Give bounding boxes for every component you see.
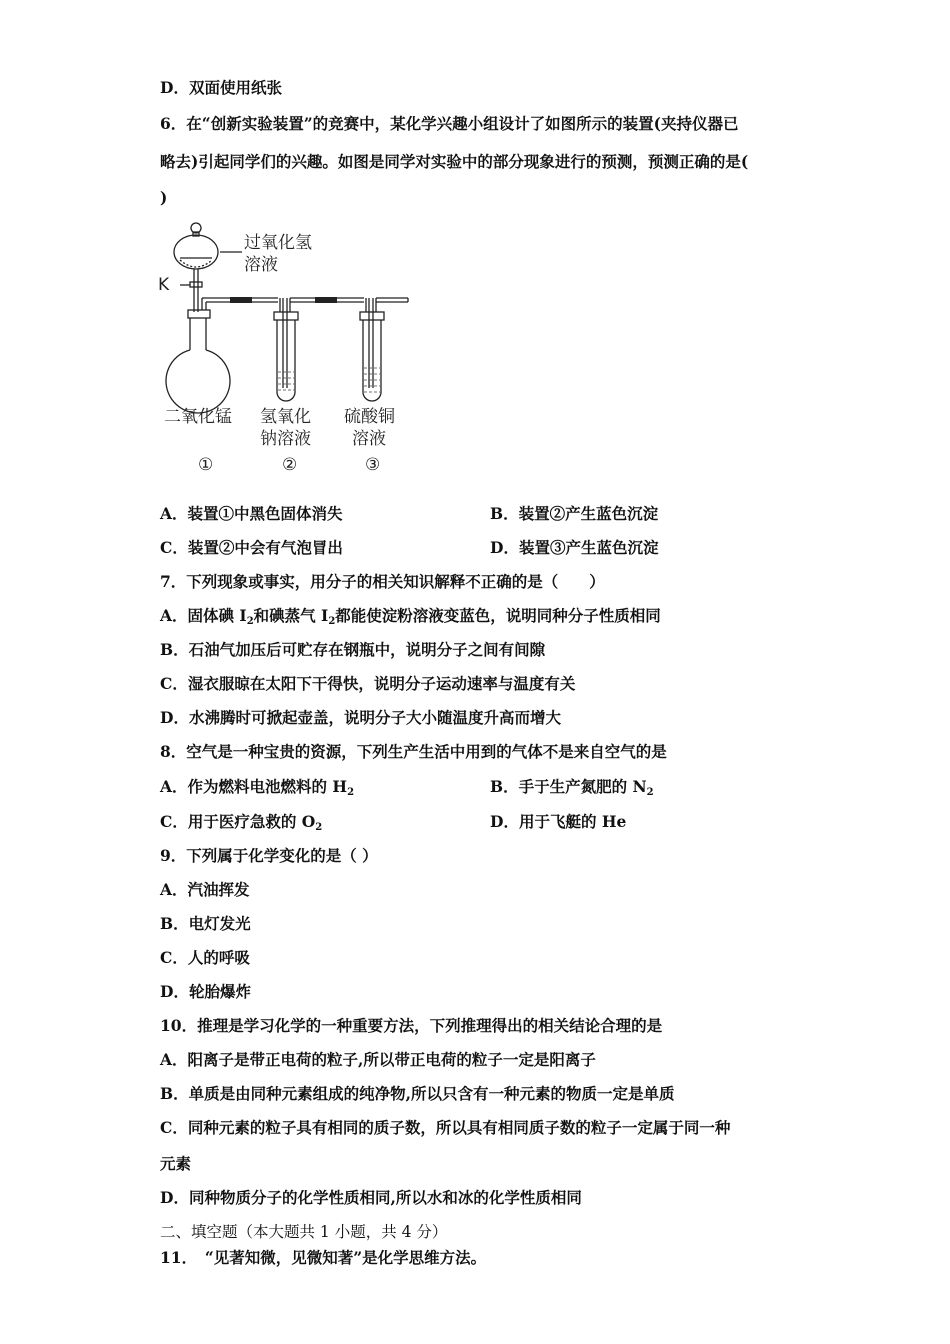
question-10-option-c-line-2: 元素 bbox=[160, 1154, 192, 1173]
label-copper-sulfate-1: 硫酸铜 bbox=[344, 407, 395, 427]
label-solution: 溶液 bbox=[244, 255, 278, 275]
question-7-option-d: D．水沸腾时可掀起壶盖，说明分子大小随温度升高而增大 bbox=[160, 708, 561, 727]
subscript-2: 2 bbox=[328, 616, 336, 627]
question-8-option-b bbox=[490, 777, 654, 803]
q8-b-text: B．手于生产氮肥的 N bbox=[490, 777, 647, 796]
label-sodium-hydroxide-1: 氢氧化 bbox=[260, 407, 311, 427]
q7-a-part3: 都能使淀粉溶液变蓝色，说明同种分子性质相同 bbox=[335, 606, 661, 625]
label-sodium-hydroxide-2: 钠溶液 bbox=[260, 429, 311, 449]
question-10-option-c-line-1: C．同种元素的粒子具有相同的质子数，所以具有相同质子数的粒子一定属于同一种 bbox=[160, 1118, 731, 1137]
q8-a-text: A．作为燃料电池燃料的 H bbox=[160, 777, 348, 796]
question-6-option-b: B．装置②产生蓝色沉淀 bbox=[490, 504, 659, 523]
q7-a-part2: 和碘蒸气 I bbox=[253, 606, 329, 625]
question-9-option-b: B．电灯发光 bbox=[160, 914, 251, 933]
question-10-option-d: D．同种物质分子的化学性质相同,所以水和冰的化学性质相同 bbox=[160, 1188, 582, 1207]
subscript-2: 2 bbox=[315, 822, 323, 833]
subscript-2: 2 bbox=[646, 787, 654, 798]
question-6-stem-line-2: 略去)引起同学们的兴趣。如图是同学对实验中的部分现象进行的预测，预测正确的是( bbox=[160, 152, 749, 171]
question-6-option-a: A．装置①中黑色固体消失 bbox=[160, 504, 343, 523]
q7-a-part1: A．固体碘 I bbox=[160, 606, 247, 625]
question-9-option-c: C．人的呼吸 bbox=[160, 948, 250, 967]
question-8-stem: 8．空气是一种宝贵的资源，下列生产生活中用到的气体不是来自空气的是 bbox=[160, 742, 667, 761]
question-9-option-d: D．轮胎爆炸 bbox=[160, 982, 251, 1001]
question-8-option-a bbox=[160, 777, 354, 803]
label-k: K bbox=[158, 275, 170, 295]
label-number-2: ② bbox=[282, 455, 298, 475]
label-number-1: ① bbox=[198, 455, 214, 475]
question-9-option-a: A．汽油挥发 bbox=[160, 880, 250, 899]
question-6-stem-line-3: ) bbox=[160, 188, 168, 207]
question-6-option-c: C．装置②中会有气泡冒出 bbox=[160, 538, 343, 557]
label-hydrogen-peroxide: 过氧化氢 bbox=[244, 233, 312, 253]
question-11-stem: 11． “见著知微，见微知著”是化学思维方法。 bbox=[160, 1248, 487, 1267]
question-10-option-b: B．单质是由同种元素组成的纯净物,所以只含有一种元素的物质一定是单质 bbox=[160, 1084, 675, 1103]
question-8-option-d: D．用于飞艇的 He bbox=[490, 812, 627, 831]
subscript-2: 2 bbox=[246, 616, 254, 627]
label-manganese-dioxide: 二氧化锰 bbox=[164, 407, 232, 427]
question-7-option-a bbox=[160, 606, 661, 632]
question-7-option-b: B．石油气加压后可贮存在钢瓶中，说明分子之间有间隙 bbox=[160, 640, 546, 659]
label-number-3: ③ bbox=[365, 455, 381, 475]
question-5-option-d: D．双面使用纸张 bbox=[160, 78, 282, 97]
section-2-title: 二、填空题（本大题共 1 小题，共 4 分） bbox=[160, 1223, 448, 1241]
label-copper-sulfate-2: 溶液 bbox=[352, 429, 386, 449]
question-6-stem-line-1: 6．在“创新实验装置”的竞赛中，某化学兴趣小组设计了如图所示的装置(夹持仪器已 bbox=[160, 114, 739, 133]
question-8-option-c bbox=[160, 812, 322, 838]
q8-c-text: C．用于医疗急救的 O bbox=[160, 812, 316, 831]
subscript-2: 2 bbox=[347, 787, 355, 798]
question-10-stem: 10．推理是学习化学的一种重要方法，下列推理得出的相关结论合理的是 bbox=[160, 1016, 663, 1035]
question-10-option-a: A．阳离子是带正电荷的粒子,所以带正电荷的粒子一定是阳离子 bbox=[160, 1050, 596, 1069]
question-7-option-c: C．湿衣服晾在太阳下干得快，说明分子运动速率与温度有关 bbox=[160, 674, 576, 693]
apparatus-figure bbox=[150, 212, 420, 482]
question-6-option-d: D．装置③产生蓝色沉淀 bbox=[490, 538, 659, 557]
question-7-stem: 7．下列现象或事实，用分子的相关知识解释不正确的是（ ） bbox=[160, 572, 605, 591]
question-9-stem: 9．下列属于化学变化的是（ ） bbox=[160, 846, 378, 865]
